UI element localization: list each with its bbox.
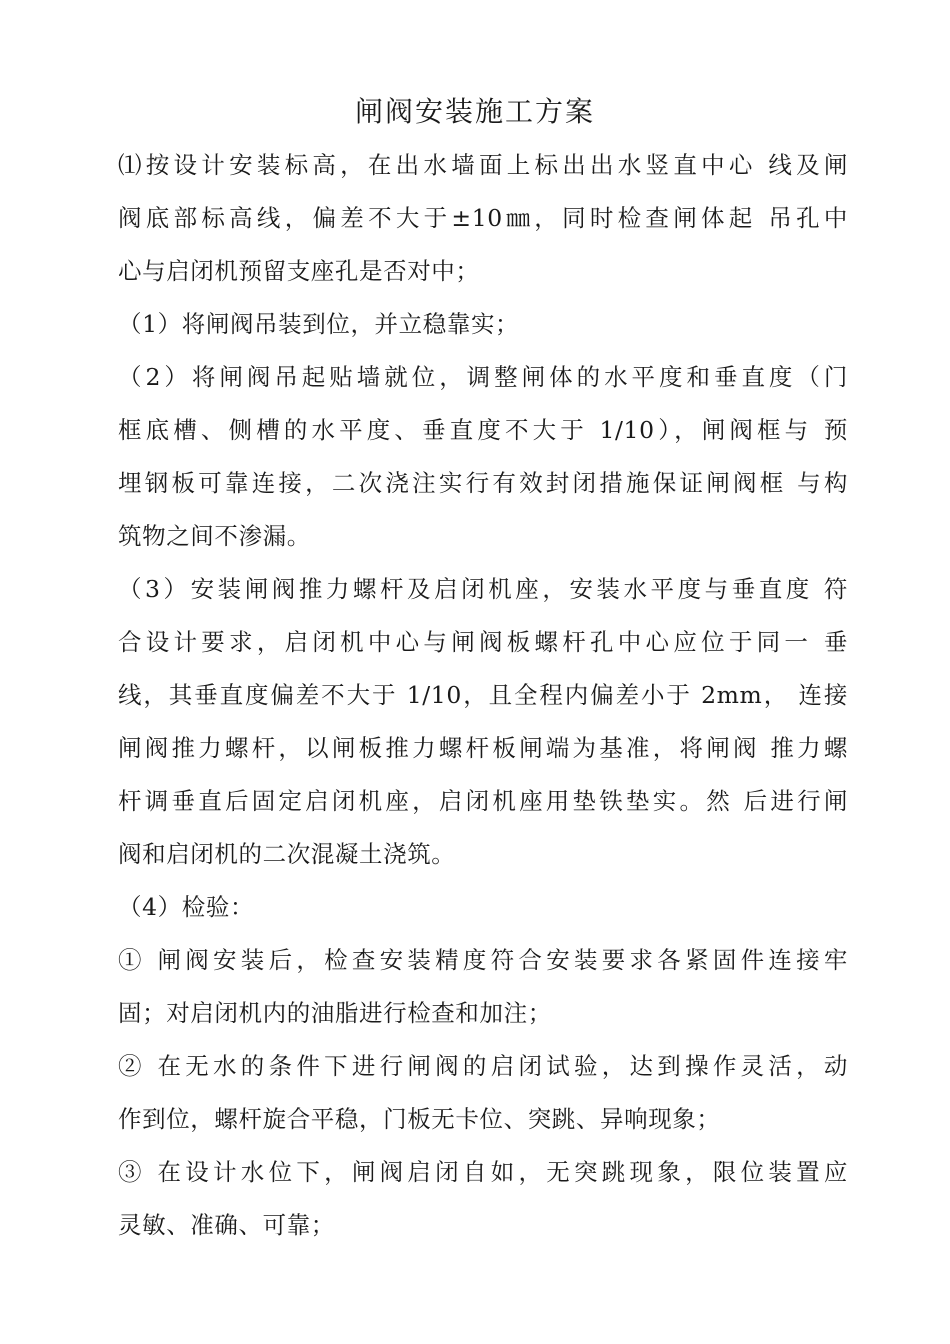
text-line: 埋钢板可靠连接，二次浇注实行有效封闭措施保证闸阀框 与构 bbox=[118, 469, 848, 497]
text-line: 阀底部标高线，偏差不大于±10㎜，同时检查闸体起 吊孔中 bbox=[118, 204, 848, 232]
text-line: （4）检验： bbox=[118, 893, 255, 921]
text-line: 闸阀推力螺杆，以闸板推力螺杆板闸端为基准，将闸阀 推力螺 bbox=[118, 734, 848, 762]
text-line: ② 在无水的条件下进行闸阀的启闭试验，达到操作灵活，动 bbox=[118, 1052, 848, 1080]
text-line: ③ 在设计水位下，闸阀启闭自如，无突跳现象，限位装置应 bbox=[118, 1158, 848, 1186]
text-line: 作到位，螺杆旋合平稳，门板无卡位、突跳、异响现象； bbox=[118, 1105, 721, 1133]
text-line: 框底槽、侧槽的水平度、垂直度不大于 1/10），闸阀框与 预 bbox=[118, 416, 848, 444]
text-line: 合设计要求，启闭机中心与闸阀板螺杆孔中心应位于同一 垂 bbox=[118, 628, 848, 656]
text-line: 杆调垂直后固定启闭机座，启闭机座用垫铁垫实。然 后进行闸 bbox=[118, 787, 848, 815]
text-line: ⑴按设计安装标高，在出水墙面上标出出水竖直中心 线及闸 bbox=[118, 151, 848, 179]
text-line: 灵敏、准确、可靠； bbox=[118, 1211, 335, 1239]
text-line: （2）将闸阀吊起贴墙就位，调整闸体的水平度和垂直度（门 bbox=[118, 363, 848, 391]
text-line: 固；对启闭机内的油脂进行检查和加注； bbox=[118, 999, 552, 1027]
text-line: 心与启闭机预留支座孔是否对中； bbox=[118, 257, 480, 285]
text-line: （3）安装闸阀推力螺杆及启闭机座，安装水平度与垂直度 符 bbox=[118, 575, 848, 603]
text-line: ① 闸阀安装后，检查安装精度符合安装要求各紧固件连接牢 bbox=[118, 946, 848, 974]
text-line: 阀和启闭机的二次混凝土浇筑。 bbox=[118, 840, 456, 868]
text-line: （1）将闸阀吊装到位，并立稳靠实； bbox=[118, 310, 520, 338]
text-line: 线，其垂直度偏差不大于 1/10，且全程内偏差小于 2mm， 连接 bbox=[118, 681, 848, 709]
document-title: 闸阀安装施工方案 bbox=[354, 95, 595, 128]
text-line: 筑物之间不渗漏。 bbox=[118, 522, 311, 550]
